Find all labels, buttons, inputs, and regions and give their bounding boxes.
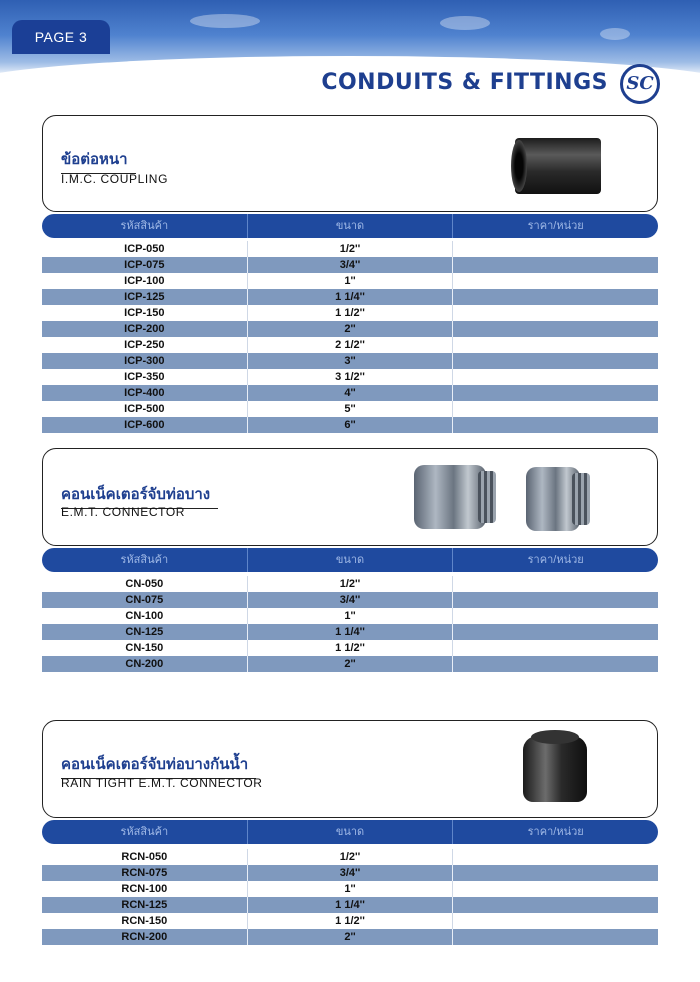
emt-connector-image [526, 467, 580, 531]
column-header-size: ขนาด [247, 820, 453, 844]
table-header [42, 820, 658, 844]
rain-tight-connector-image [523, 736, 587, 802]
table-row [42, 849, 658, 865]
cell-code: RCN-150 [121, 915, 168, 927]
cell-price [452, 417, 658, 433]
cell-size: 3/4'' [247, 257, 453, 273]
column-header-price: ราคา/หน่วย [452, 820, 658, 844]
cell-code: ICP-075 [124, 259, 165, 271]
cell-size: 2'' [247, 321, 453, 337]
cell-size: 4'' [247, 385, 453, 401]
cell-price [452, 913, 658, 929]
product-english-title: RAIN TIGHT E.M.T. CONNECTOR [61, 776, 263, 790]
cell-price [452, 257, 658, 273]
cell-price [452, 241, 658, 257]
cell-code: ICP-250 [124, 339, 165, 351]
table-header [42, 548, 658, 572]
cell-size: 6'' [247, 417, 453, 433]
cell-size: 1'' [247, 273, 453, 289]
cell-size: 1 1/2'' [247, 640, 453, 656]
column-header-code: รหัสสินค้า [120, 220, 169, 232]
table-row [42, 592, 658, 608]
cell-code: ICP-150 [124, 307, 165, 319]
table-row [42, 608, 658, 624]
cell-price [452, 608, 658, 624]
cell-code: RCN-050 [121, 851, 168, 863]
table-row [42, 369, 658, 385]
cell-price [452, 369, 658, 385]
table-row [42, 385, 658, 401]
cell-price [452, 401, 658, 417]
product-english-title: E.M.T. CONNECTOR [61, 505, 186, 519]
cell-price [452, 576, 658, 592]
sc-logo: SC [620, 64, 660, 104]
cell-price [452, 305, 658, 321]
table-row [42, 656, 658, 672]
table-row [42, 337, 658, 353]
cell-code: ICP-350 [124, 371, 165, 383]
product-table-emt-connector [42, 548, 658, 672]
cell-size: 1 1/4'' [247, 624, 453, 640]
cell-size: 2 1/2'' [247, 337, 453, 353]
cell-code: ICP-100 [124, 275, 165, 287]
product-thai-title: คอนเน็คเตอร์จับท่อบางกันน้ำ [61, 752, 256, 779]
cell-size: 1/2'' [247, 576, 453, 592]
cell-size: 3/4'' [247, 865, 453, 881]
table-row [42, 624, 658, 640]
table-row [42, 273, 658, 289]
table-row [42, 353, 658, 369]
table-row [42, 881, 658, 897]
cell-size: 1 1/4'' [247, 897, 453, 913]
cell-price [452, 881, 658, 897]
cell-code: ICP-600 [124, 419, 165, 431]
cell-code: ICP-125 [124, 291, 165, 303]
cell-code: CN-100 [125, 610, 164, 622]
table-row [42, 913, 658, 929]
cell-size: 3 1/2'' [247, 369, 453, 385]
cell-code: RCN-200 [121, 931, 168, 943]
cell-code: CN-050 [125, 578, 164, 590]
decor-bubble [440, 16, 490, 30]
cell-code: ICP-300 [124, 355, 165, 367]
column-header-code: รหัสสินค้า [120, 554, 169, 566]
cell-price [452, 656, 658, 672]
cell-price [452, 289, 658, 305]
cell-size: 2'' [247, 656, 453, 672]
product-english-title: I.M.C. COUPLING [61, 172, 169, 186]
cell-price [452, 849, 658, 865]
cell-price [452, 624, 658, 640]
table-row [42, 305, 658, 321]
table-row [42, 929, 658, 945]
product-thai-title: ข้อต่อหนา [61, 147, 136, 174]
cell-code: CN-125 [125, 626, 164, 638]
product-table-imc-coupling [42, 214, 658, 433]
cell-code: RCN-075 [121, 867, 168, 879]
table-row [42, 241, 658, 257]
cell-price [452, 385, 658, 401]
cell-size: 1 1/2'' [247, 305, 453, 321]
table-row [42, 289, 658, 305]
cell-price [452, 592, 658, 608]
product-table-rain-tight-connector [42, 820, 658, 945]
cell-price [452, 897, 658, 913]
cell-price [452, 865, 658, 881]
cell-size: 5'' [247, 401, 453, 417]
cell-code: CN-150 [125, 642, 164, 654]
cell-price [452, 273, 658, 289]
cell-size: 3/4'' [247, 592, 453, 608]
table-row [42, 401, 658, 417]
cell-size: 3'' [247, 353, 453, 369]
cell-code: CN-075 [125, 594, 164, 606]
cell-code: ICP-050 [124, 243, 165, 255]
catalog-title: CONDUITS & FITTINGS [321, 70, 608, 95]
table-row [42, 576, 658, 592]
table-row [42, 897, 658, 913]
cell-price [452, 321, 658, 337]
emt-connector-image [414, 465, 486, 529]
cell-size: 2'' [247, 929, 453, 945]
cell-price [452, 353, 658, 369]
column-header-price: ราคา/หน่วย [452, 548, 658, 572]
column-header-size: ขนาด [247, 548, 453, 572]
table-row [42, 257, 658, 273]
cell-price [452, 640, 658, 656]
cell-size: 1/2'' [247, 241, 453, 257]
table-row [42, 417, 658, 433]
cell-size: 1 1/2'' [247, 913, 453, 929]
column-header-code: รหัสสินค้า [120, 826, 169, 838]
column-header-price: ราคา/หน่วย [452, 214, 658, 238]
cell-code: ICP-500 [124, 403, 165, 415]
cell-code: RCN-100 [121, 883, 168, 895]
table-row [42, 865, 658, 881]
cell-size: 1'' [247, 881, 453, 897]
imc-coupling-image [515, 138, 601, 194]
cell-size: 1/2'' [247, 849, 453, 865]
cell-size: 1 1/4'' [247, 289, 453, 305]
cell-price [452, 929, 658, 945]
cell-code: RCN-125 [121, 899, 168, 911]
table-header [42, 214, 658, 238]
product-thai-title: คอนเน็คเตอร์จับท่อบาง [61, 482, 218, 509]
cell-price [452, 337, 658, 353]
cell-code: ICP-200 [124, 323, 165, 335]
cell-code: CN-200 [125, 658, 164, 670]
page-number-tab: PAGE 3 [12, 20, 110, 54]
cell-size: 1'' [247, 608, 453, 624]
cell-code: ICP-400 [124, 387, 165, 399]
decor-bubble [190, 14, 260, 28]
decor-bubble [600, 28, 630, 40]
column-header-size: ขนาด [247, 214, 453, 238]
table-row [42, 640, 658, 656]
table-row [42, 321, 658, 337]
